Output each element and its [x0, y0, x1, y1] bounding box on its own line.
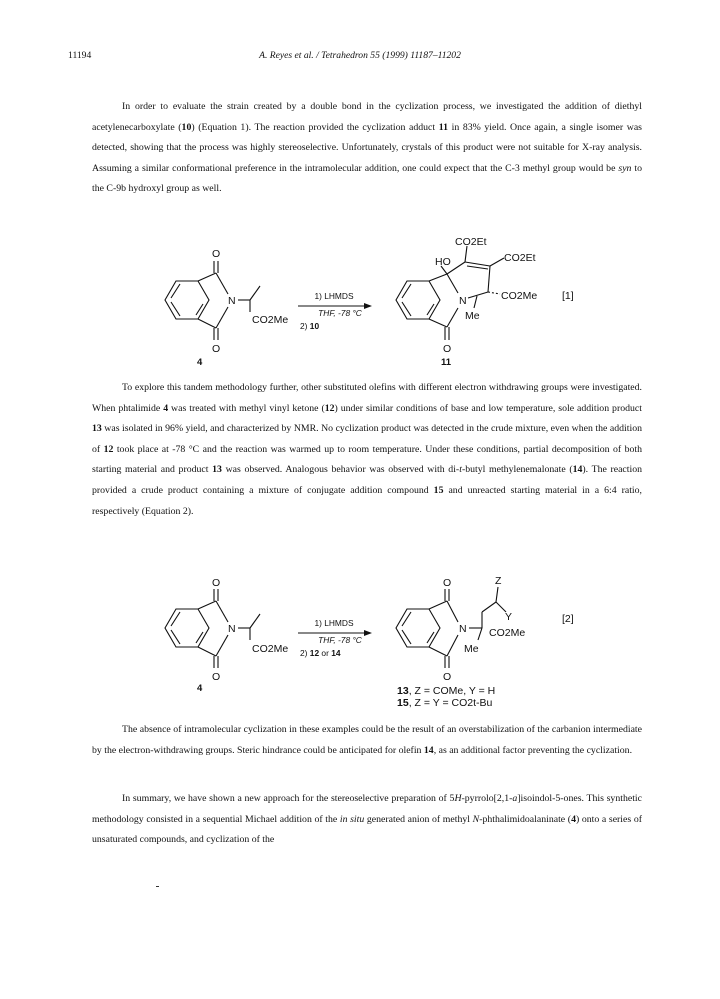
- reagent-step-2: 2) 12 or 14: [300, 648, 341, 658]
- compound-ref: 13: [212, 464, 222, 476]
- nitrogen-label: N: [228, 623, 236, 635]
- text-run: in 83% yield. Once again, a single isomer was detected, showing that the process was highly stereoselective. Unfortunately, crystals of this product were not suitable for X-ray analysis. Assuming a similar conformational preference in the intramolecular addition, one could expect that the C-3 methyl group would be: [92, 121, 642, 174]
- italic-term: syn: [618, 162, 632, 174]
- ethyl-ester-right: CO2Et: [504, 252, 536, 264]
- phthalimide-4-structure: [165, 261, 260, 340]
- ester-label: CO2Me: [252, 314, 289, 326]
- text-run: was observed. Analogous behavior was observed with di-: [221, 464, 460, 476]
- text-run: The absence of intramolecular cyclization in these examples could be the result of an overstabilization of the carbanion intermediate by the electron-withdrawing groups. Steric hindrance could be anticipated for olefin: [92, 724, 642, 756]
- running-title: A. Reyes et al. / Tetrahedron 55 (1999) 11187–11202: [259, 50, 461, 61]
- ester-label: CO2Me: [501, 290, 538, 302]
- compound-ref: 14: [572, 464, 583, 476]
- methyl-label: Me: [465, 310, 480, 322]
- reagent-conditions: THF, -78 °C: [318, 635, 362, 645]
- paragraph-substituted-olefins: [92, 378, 642, 522]
- running-header: [68, 50, 652, 64]
- compound-label-4: 4: [197, 357, 203, 368]
- carbonyl-o-bottom: O: [212, 343, 221, 355]
- paragraph-strain-evaluation: [92, 97, 642, 200]
- nitrogen-label: N: [459, 623, 467, 635]
- reaction-scheme-1: [0, 228, 720, 368]
- paragraph-summary: [92, 789, 642, 851]
- carbonyl-o-top: O: [212, 248, 221, 260]
- compound-ref: 4: [163, 402, 169, 414]
- text-run: was isolated in 96% yield, and characterized by NMR. No cyclization product was detected in the crude mixture, even when the addition of: [92, 423, 642, 455]
- text-run: -butyl methylenemalonate (: [461, 464, 573, 476]
- arrowhead: [364, 303, 372, 309]
- text-run: took place at -78 °C and the reaction was warmed up to room temperature. Under these conditions, partial decomposition of both starting material and product: [92, 443, 642, 476]
- text-run: was treated with methyl vinyl ketone (: [168, 402, 325, 414]
- reagent-step-2: 2) 10: [300, 321, 320, 331]
- compound-ref: 13: [92, 423, 102, 435]
- compound-label-11: 11: [441, 357, 452, 368]
- methyl-label: Me: [464, 643, 479, 655]
- compound-ref: 4: [571, 813, 576, 825]
- text-run: ) onto a series of unsaturated compounds, and cyclization of the: [92, 813, 642, 846]
- carbonyl-o-bottom: O: [443, 343, 452, 355]
- compound-label-4: 4: [197, 683, 203, 694]
- text-run: generated anion of methyl: [364, 813, 473, 825]
- paragraph-absence-of-cyclization: [92, 720, 642, 761]
- carbonyl-o-top: O: [443, 577, 452, 589]
- text-run: ) (Equation 1). The reaction provided the cyclization adduct: [191, 121, 439, 133]
- text-run: ]isoindol-5-ones. This synthetic methodology consisted in a sequential Michael addition of the: [92, 793, 642, 825]
- reagent-step-1: 1) LHMDS: [314, 291, 354, 301]
- hydroxyl-label: HO: [435, 256, 451, 268]
- nitrogen-label: N: [459, 295, 467, 307]
- carbonyl-o-bottom: O: [443, 671, 452, 683]
- ethyl-ester-top: CO2Et: [455, 236, 487, 248]
- reagent-step-1: 1) LHMDS: [314, 618, 354, 628]
- reaction-scheme-2: [0, 572, 720, 710]
- scheme-2-drawing: [0, 572, 720, 710]
- carbonyl-o-bottom: O: [212, 671, 221, 683]
- compound-ref: 14: [423, 744, 434, 756]
- text-run: In summary, we have shown a new approach for the stereoselective preparation of 5: [122, 793, 455, 804]
- equation-number-1: [1]: [562, 290, 574, 302]
- italic-term: H: [454, 793, 462, 804]
- italic-term: t: [459, 464, 462, 476]
- text-run: to the C-9b hydroxyl group as well.: [92, 162, 643, 195]
- italic-term: N: [472, 813, 480, 825]
- ester-label: CO2Me: [489, 627, 526, 639]
- compound-ref: 11: [438, 121, 448, 133]
- arrowhead: [364, 630, 372, 636]
- nitrogen-label: N: [228, 295, 236, 307]
- text-run: and unreacted starting material in a 6:4 ratio, respectively (Equation 2).: [92, 484, 642, 517]
- compound-ref: 12: [324, 402, 335, 414]
- scheme-1-drawing: [0, 228, 720, 368]
- phthalimide-4-structure: [165, 589, 260, 668]
- text-run: ) under similar conditions of base and low temperature, sole addition product: [334, 402, 642, 414]
- ester-label: CO2Me: [252, 643, 289, 655]
- z-substituent-label: Z: [495, 575, 502, 587]
- text-run: -phthalimidoalaninate (: [479, 813, 572, 825]
- page-number: 11194: [68, 50, 92, 61]
- text-run: , as an additional factor preventing the cyclization.: [433, 744, 633, 756]
- text-run: To explore this tandem methodology further, other substituted olefins with different electron withdrawing groups were investigated. When phtalimide: [92, 382, 642, 414]
- product-13-caption: 13, Z = COMe, Y = H: [397, 685, 496, 697]
- reagent-conditions: THF, -78 °C: [318, 308, 362, 318]
- text-run: ). The reaction provided a crude product containing a mixture of conjugate addition compound: [92, 464, 643, 496]
- compound-ref: 12: [103, 443, 114, 455]
- text-run: -pyrrolo[2,1-: [461, 793, 513, 804]
- italic-term: a: [512, 793, 518, 804]
- y-substituent-label: Y: [505, 611, 513, 623]
- compound-ref: 15: [433, 484, 444, 496]
- italic-term: in situ: [339, 813, 365, 825]
- compound-ref: 10: [181, 121, 192, 133]
- scan-speck: [156, 886, 159, 887]
- carbonyl-o-top: O: [212, 577, 221, 589]
- equation-number-2: [2]: [562, 613, 574, 625]
- product-15-caption: 15, Z = Y = CO2t-Bu: [397, 697, 493, 709]
- text-run: In order to evaluate the strain created by a double bond in the cyclization process, we investigated the addition of diethyl acetylenecarboxylate (: [92, 101, 642, 133]
